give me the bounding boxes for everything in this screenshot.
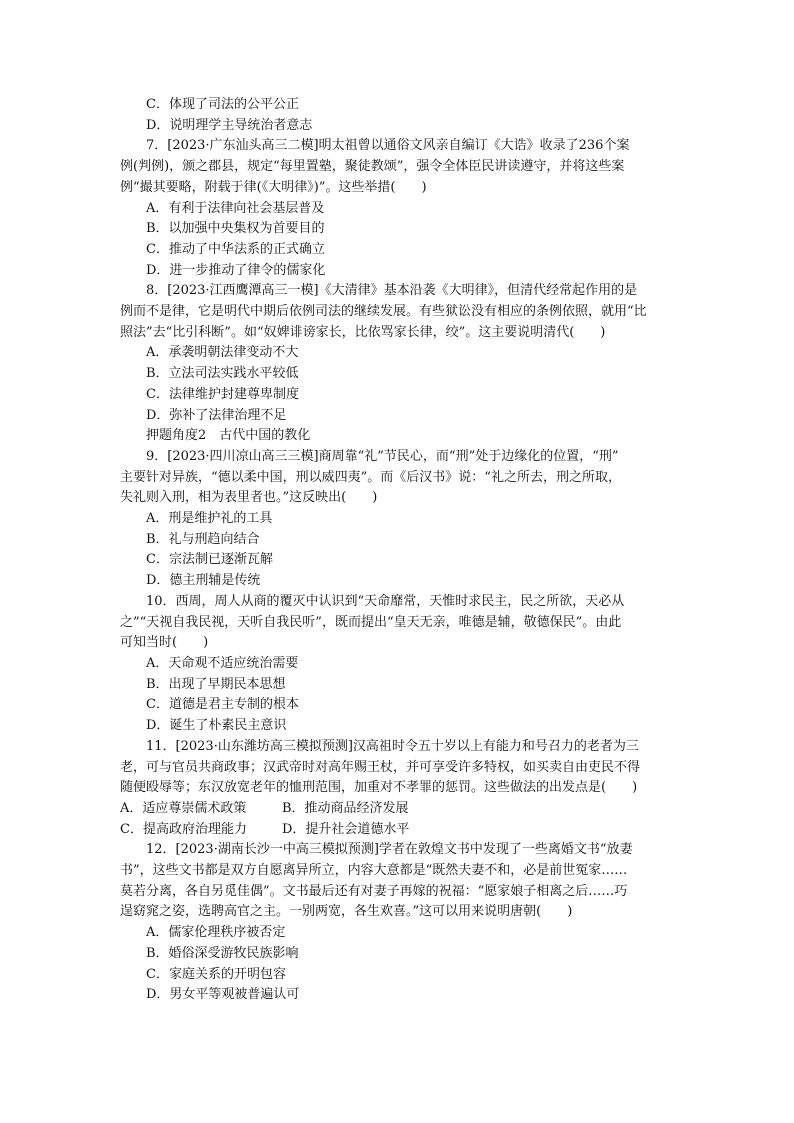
document-page xyxy=(120,95,680,1006)
section-heading: 押题角度2 古代中国的教化 xyxy=(146,428,311,444)
option-text: C．宗法制已逐渐瓦解 xyxy=(146,552,273,568)
option-row xyxy=(120,820,680,841)
option-text: D．诞生了朴素民主意识 xyxy=(146,718,287,734)
question-text-continued: 例“撮其要略，附载于律(《大明律》)”。这些举措( ) xyxy=(120,179,427,195)
option-text: B．以加强中央集权为首要目的 xyxy=(146,221,325,237)
question-text: 8．[2023·江西鹰潭高三一模]《大清律》基本沿袭《大明律》，但清代经常起作用的是 xyxy=(146,283,638,299)
option-text: B．推动商品经济发展 xyxy=(282,800,409,816)
option-text: C．提高政府治理能力 xyxy=(120,821,247,837)
question-text-continued: 主要针对异族，“德以柔中国，刑以威四夷”。而《后汉书》说：“礼之所去，刑之所取， xyxy=(120,469,621,485)
question-text-continued: 书”，这些文书都是双方自愿离异所立，内容大意都是“既然夫妻不和，必是前世冤家…… xyxy=(120,863,628,879)
option-text: D．德主刑辅是传统 xyxy=(146,573,261,589)
question-text-continued: 例(判例)，颁之郡县，规定“每里置塾，聚徒教颂”，强令全体臣民讲读遵守，并将这些案 xyxy=(120,159,625,175)
option-text: A．天命观不适应统治需要 xyxy=(146,655,299,671)
option-text: A．适应尊崇儒术政策 xyxy=(120,800,247,816)
option-text: C．法律维护封建尊卑制度 xyxy=(146,386,299,402)
question-text: 12．[2023·湖南长沙一中高三模拟预测]学者在敦煌文书中发现了一些离婚文书“放妻 xyxy=(146,842,633,858)
option-text: C．推动了中华法系的正式确立 xyxy=(146,241,325,257)
question-text-continued: 例而不是律，它是明代中期后依例司法的继续发展。有些狱讼没有相应的条例依照，就用“比 xyxy=(120,304,647,320)
question-text-continued: 可知当时( ) xyxy=(120,635,209,651)
option-text: D．进一步推动了律令的儒家化 xyxy=(146,262,326,278)
question-text-continued: 老，可与官员共商政事；汉武帝时对高年赐王杖，并可享受许多特权，如买卖自由吏民不得 xyxy=(120,759,641,775)
option-text: D．男女平等观被普遍认可 xyxy=(146,987,300,1003)
question-text-continued: 失礼则入刑，相为表里者也。”这反映出( ) xyxy=(120,490,378,506)
question-text-continued: 之”“天视自我民视，天听自我民听”，既而提出“皇天无亲，唯德是辅，敬德保民”。由此 xyxy=(120,614,622,630)
option-text: C．体现了司法的公平公正 xyxy=(146,97,299,112)
question-text-continued: 逞窈窕之姿，选聘高官之主。一别两宽，各生欢喜。”这可以用来说明唐朝( ) xyxy=(120,904,573,920)
option-row xyxy=(120,799,680,820)
question-text-continued: 照法”去“比引科断”。如“奴婢诽谤家长，比依骂家长律，绞”。这主要说明清代( ) xyxy=(120,324,606,340)
option-text: A．承袭明朝法律变动不大 xyxy=(146,345,299,361)
option-text: B．出现了早期民本思想 xyxy=(146,676,286,692)
question-text: 7．[2023·广东汕头高三二模]明太祖曾以通俗文风亲自编订《大诰》收录了236个案 xyxy=(146,138,630,154)
option-text: B．礼与刑趋向结合 xyxy=(146,531,260,547)
question-text-continued: 莫若分离，各自另觅佳偶”。文书最后还有对妻子再嫁的祝福：“愿家娘子相离之后……巧 xyxy=(120,883,628,899)
option-text: A．儒家伦理秩序被否定 xyxy=(146,925,286,941)
option-text: A．有利于法律向社会基层普及 xyxy=(146,200,325,216)
option-text: D．说明理学主导统治者意志 xyxy=(146,117,313,133)
option-text: D．提升社会道德水平 xyxy=(282,821,410,837)
option-text: C．家庭关系的开明包容 xyxy=(146,966,286,982)
option-text: D．弥补了法律治理不足 xyxy=(146,407,287,423)
option-text: B．立法司法实践水平较低 xyxy=(146,366,299,382)
question-text-continued: 随便殴辱等；东汉放宽老年的恤刑范围，加重对不孝罪的惩罚。这些做法的出发点是( ) xyxy=(120,780,638,796)
option-text: A．刑是维护礼的工具 xyxy=(146,511,273,527)
option-text: C．道德是君主专制的根本 xyxy=(146,697,299,713)
question-text: 10．西周，周人从商的覆灭中认识到“天命靡常，天惟时求民主，民之所欲，天必从 xyxy=(146,593,625,609)
question-text: 11．[2023·山东潍坊高三模拟预测]汉高祖时令五十岁以上有能力和号召力的老者为三 xyxy=(146,738,639,754)
option-text: B．婚俗深受游牧民族影响 xyxy=(146,945,299,961)
question-text: 9．[2023·四川凉山高三三模]商周靠“礼”节民心，而“刑”处于边缘化的位置，“刑” xyxy=(146,448,619,464)
